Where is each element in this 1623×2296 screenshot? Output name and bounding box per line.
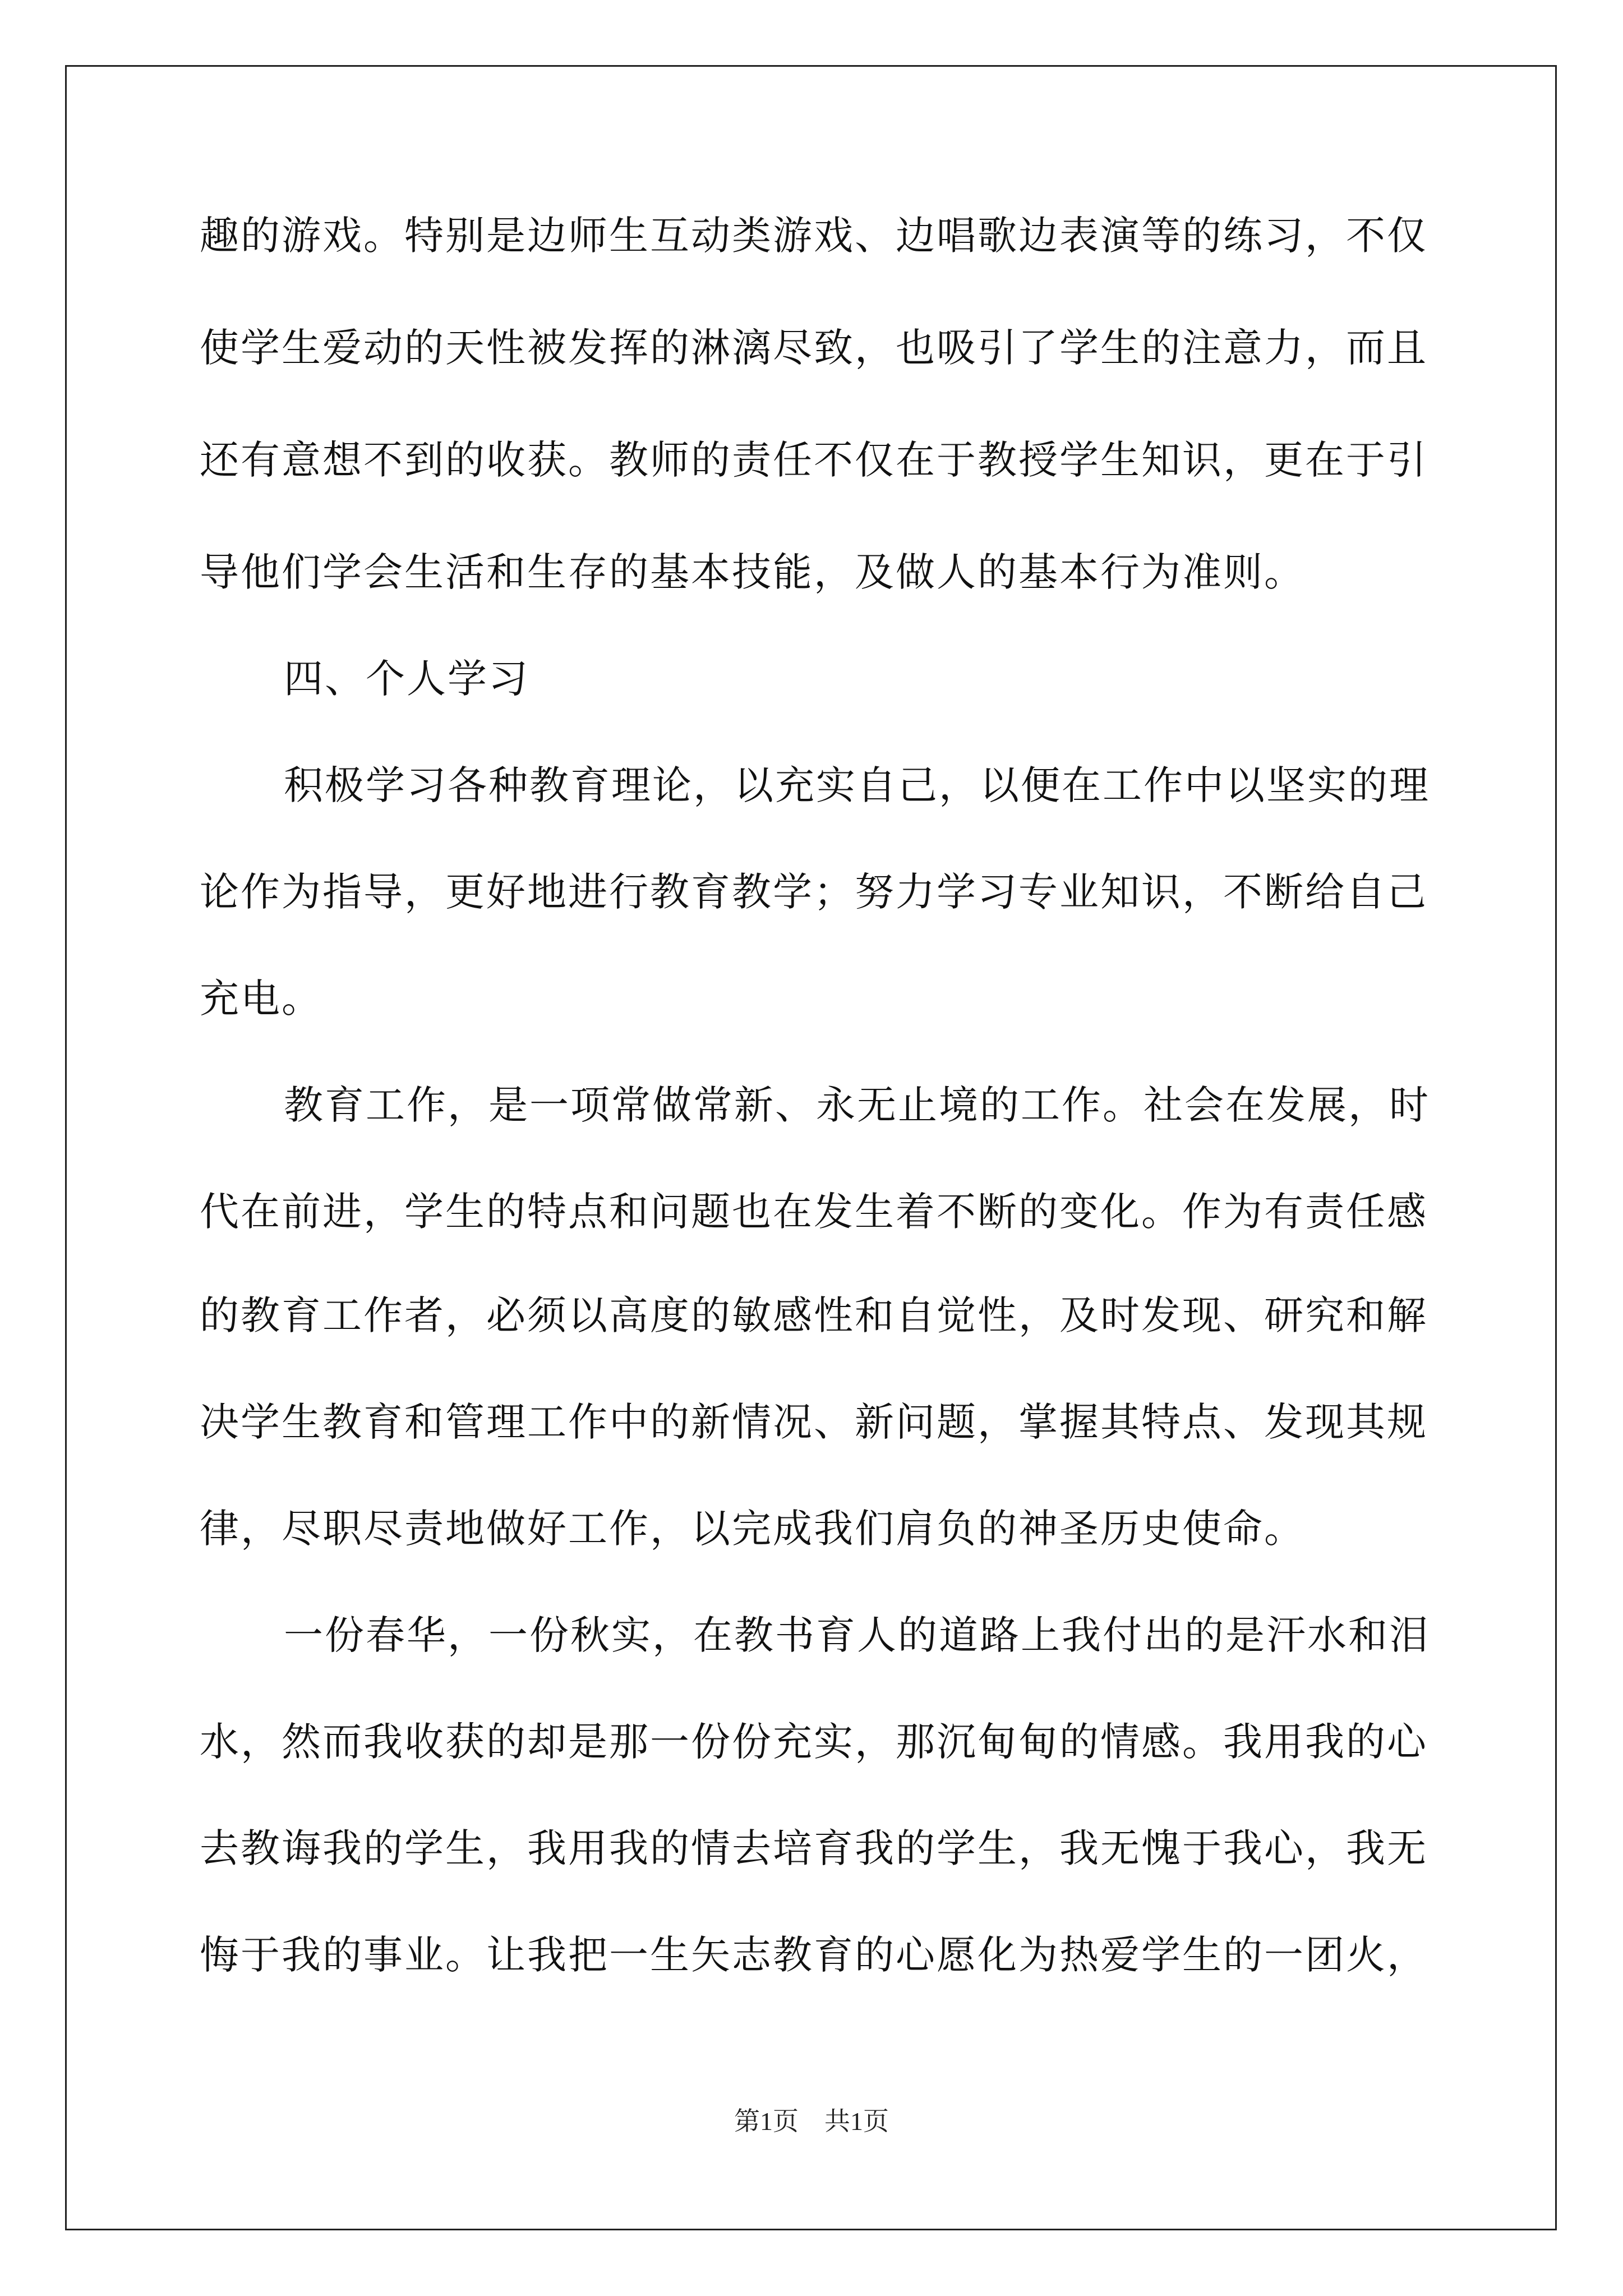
paragraph-line: 充电。	[200, 976, 322, 1022]
paragraph-line: 教育工作，是一项常做常新、永无止境的工作。社会在发展，时	[284, 1082, 1430, 1128]
paragraph-line: 一份春华，一份秋实，在教书育人的道路上我付出的是汗水和泪	[284, 1612, 1430, 1658]
paragraph-line: 导他们学会生活和生存的基本技能，及做人的基本行为准则。	[200, 549, 1305, 595]
page-number-footer: 第1页 共1页	[734, 2107, 889, 2136]
paragraph-line: 论作为指导，更好地进行教育教学；努力学习专业知识，不断给自己	[200, 869, 1428, 915]
page-border	[65, 65, 1557, 2230]
paragraph-line: 水，然而我收获的却是那一份份充实，那沉甸甸的情感。我用我的心	[200, 1719, 1428, 1765]
paragraph-line: 积极学习各种教育理论，以充实自己，以便在工作中以坚实的理	[284, 762, 1430, 808]
paragraph-line: 的教育工作者，必须以高度的敏感性和自觉性，及时发现、研究和解	[200, 1292, 1428, 1338]
paragraph-line: 还有意想不到的收获。教师的责任不仅在于教授学生知识，更在于引	[200, 437, 1428, 483]
paragraph-line: 代在前进，学生的特点和问题也在发生着不断的变化。作为有责任感	[200, 1189, 1428, 1235]
paragraph-line: 去教诲我的学生，我用我的情去培育我的学生，我无愧于我心，我无	[200, 1825, 1428, 1871]
paragraph-line: 律，尽职尽责地做好工作，以完成我们肩负的神圣历史使命。	[200, 1506, 1305, 1552]
paragraph-line: 使学生爱动的天性被发挥的淋漓尽致，也吸引了学生的注意力，而且	[200, 325, 1428, 371]
paragraph-line: 趣的游戏。特别是边师生互动类游戏、边唱歌边表演等的练习，不仅	[200, 213, 1428, 259]
paragraph-line: 决学生教育和管理工作中的新情况、新问题，掌握其特点、发现其规	[200, 1399, 1428, 1445]
paragraph-line: 悔于我的事业。让我把一生矢志教育的心愿化为热爱学生的一团火，	[200, 1932, 1428, 1978]
section-heading: 四、个人学习	[284, 656, 529, 702]
